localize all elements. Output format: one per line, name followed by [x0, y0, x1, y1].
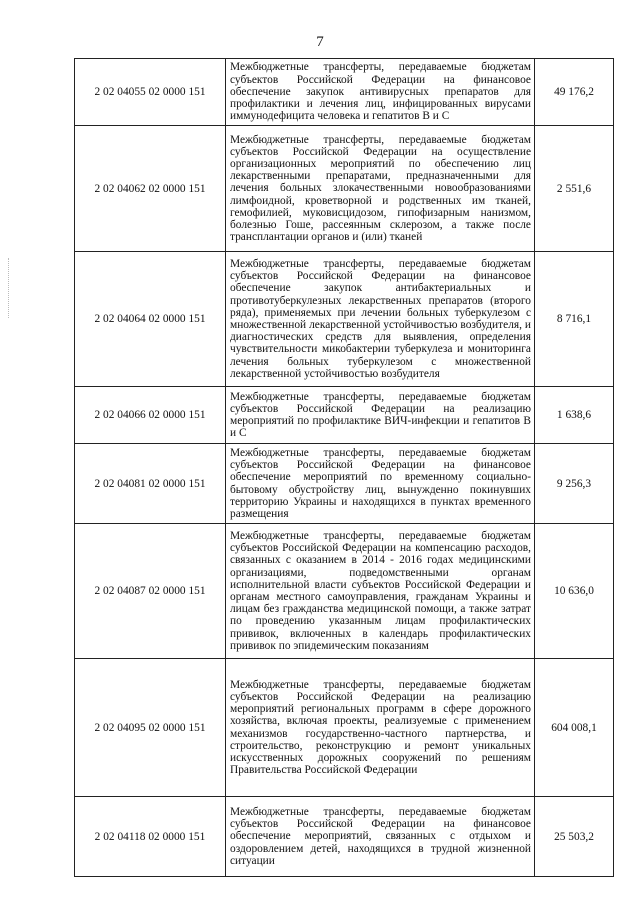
amount-cell: 49 176,2 — [535, 59, 614, 126]
amount-cell: 604 008,1 — [535, 659, 614, 797]
description-cell: Межбюджетные трансферты, передаваемые бюджетам субъектов Российской Федерации на финансовое обеспечение мероприятий по временному социально-бытовому обустройству лиц, вынужденно покинувших территорию Украины и находящихся в пунктах временного размещения — [226, 444, 535, 524]
amount-cell: 1 638,6 — [535, 387, 614, 444]
budget-code-cell: 2 02 04062 02 0000 151 — [75, 126, 226, 252]
table-row — [75, 59, 614, 126]
budget-code-cell: 2 02 04064 02 0000 151 — [75, 252, 226, 387]
table-row — [75, 797, 614, 877]
budget-code-cell: 2 02 04055 02 0000 151 — [75, 59, 226, 126]
budget-table — [74, 58, 614, 877]
table-row — [75, 444, 614, 524]
amount-cell: 10 636,0 — [535, 524, 614, 659]
amount-cell: 2 551,6 — [535, 126, 614, 252]
description-cell: Межбюджетные трансферты, передаваемые бюджетам субъектов Российской Федерации на реализацию мероприятий по профилактике ВИЧ-инфекции и гепатитов В и С — [226, 387, 535, 444]
margin-mark — [8, 258, 11, 318]
table-row — [75, 126, 614, 252]
budget-code-cell: 2 02 04066 02 0000 151 — [75, 387, 226, 444]
table-row — [75, 252, 614, 387]
table-row — [75, 524, 614, 659]
description-cell: Межбюджетные трансферты, передаваемые бюджетам субъектов Российской Федерации на осуществление организационных мероприятий по обеспечению лиц лекарственными препаратами, предназначенными для лечения больных злокачественными новообразованиями лимфоидной, кроветворной и родственных им тканей, гемофилией, муковисцидозом, гипофизарным нанизмом, болезнью Гоше, рассеянным склерозом, а также после трансплантации органов и (или) тканей — [226, 126, 535, 252]
amount-cell: 25 503,2 — [535, 797, 614, 877]
description-cell: Межбюджетные трансферты, передаваемые бюджетам субъектов Российской Федерации на финансовое обеспечение закупок антивирусных препаратов для профилактики и лечения лиц, инфицированных вирусами иммунодефицита человека и гепатитов В и С — [226, 59, 535, 126]
page-number: 7 — [316, 34, 324, 50]
budget-code-cell: 2 02 04081 02 0000 151 — [75, 444, 226, 524]
description-cell: Межбюджетные трансферты, передаваемые бюджетам субъектов Российской Федерации на компенсацию расходов, связанных с оказанием в 2014 - 2016 годах медицинскими организациями, подведомственными органам исполнительной власти субъектов Российской Федерации и органам местного самоуправления, гражданам Украины и лицам без гражданства медицинской помощи, а также затрат по проведению указанным лицам профилактических прививок, включенных в календарь профилактических прививок по эпидемическим показаниям — [226, 524, 535, 659]
table-row — [75, 659, 614, 797]
table-row — [75, 387, 614, 444]
amount-cell: 8 716,1 — [535, 252, 614, 387]
description-cell: Межбюджетные трансферты, передаваемые бюджетам субъектов Российской Федерации на финансовое обеспечение мероприятий, связанных с отдыхом и оздоровлением детей, находящихся в трудной жизненной ситуации — [226, 797, 535, 877]
description-cell: Межбюджетные трансферты, передаваемые бюджетам субъектов Российской Федерации на реализацию мероприятий региональных программ в сфере дорожного хозяйства, включая проекты, реализуемые с применением механизмов государственно-частного партнерства, и строительство, реконструкцию и ремонт уникальных искусственных дорожных сооружений по решениям Правительства Российской Федерации — [226, 659, 535, 797]
amount-cell: 9 256,3 — [535, 444, 614, 524]
budget-code-cell: 2 02 04118 02 0000 151 — [75, 797, 226, 877]
budget-table-body — [75, 59, 614, 877]
description-cell: Межбюджетные трансферты, передаваемые бюджетам субъектов Российской Федерации на финансовое обеспечение закупок антибактериальных и противотуберкулезных лекарственных препаратов (второго ряда), применяемых при лечении больных туберкулезом с множественной лекарственной устойчивостью возбудителя, и диагностических средств для выявления, определения чувствительности микобактерии туберкулеза и мониторинга лечения больных туберкулезом с множественной лекарственной устойчивостью возбудителя — [226, 252, 535, 387]
budget-code-cell: 2 02 04087 02 0000 151 — [75, 524, 226, 659]
budget-code-cell: 2 02 04095 02 0000 151 — [75, 659, 226, 797]
